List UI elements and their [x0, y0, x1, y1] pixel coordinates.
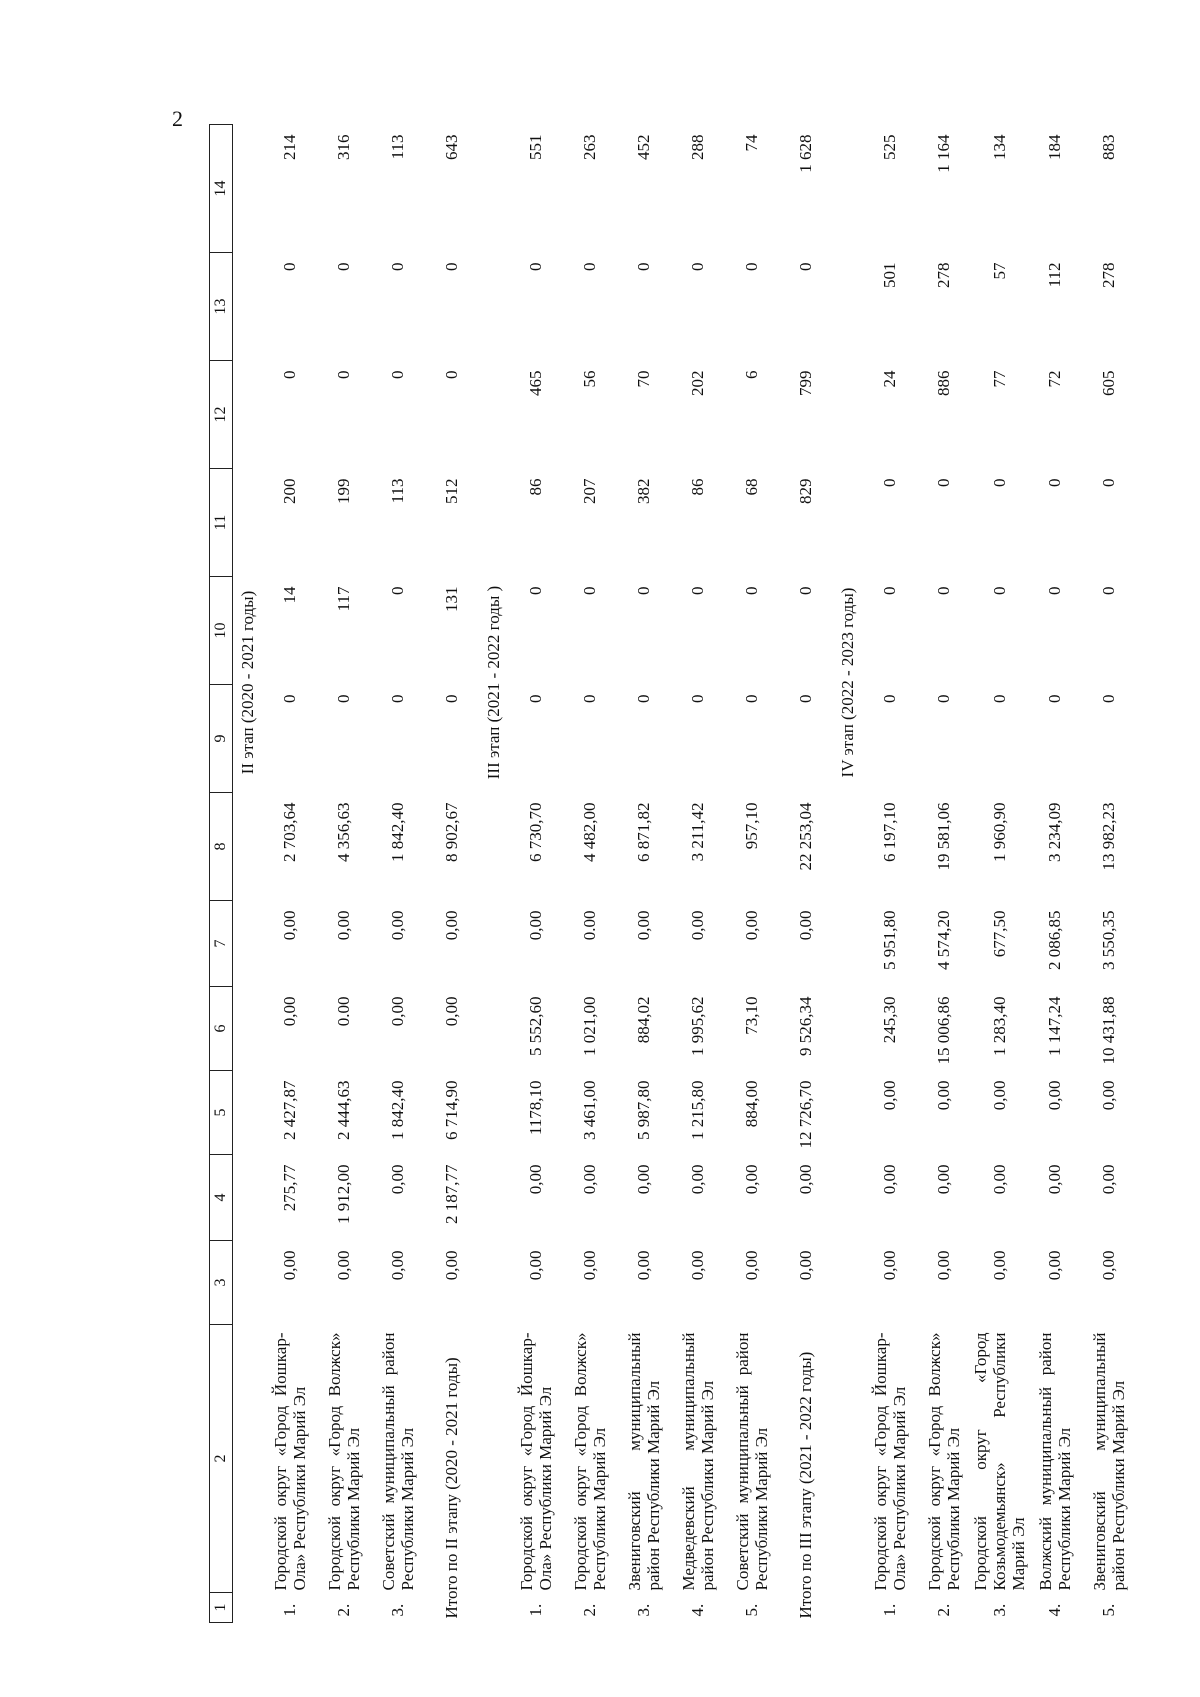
total-value-cell: 22 253,04 [796, 802, 815, 871]
total-value-cell: 0,00 [796, 1164, 815, 1195]
value-cell: 0 [688, 586, 707, 595]
value-cell: 6 730,70 [526, 802, 545, 862]
total-value-cell: 2 187,77 [442, 1164, 461, 1224]
value-cell: 0,00 [742, 1164, 761, 1195]
value-cell: 113 [388, 478, 407, 504]
value-cell: 0,00 [334, 910, 353, 941]
total-value-cell: 1 628 [796, 134, 815, 173]
total-value-cell: 0 [796, 694, 815, 703]
value-cell: 0 [526, 694, 545, 703]
total-row [779, 125, 833, 1623]
value-cell: 957,10 [742, 802, 761, 850]
value-cell: 0,00 [526, 1164, 545, 1195]
value-cell: 0 [634, 262, 653, 271]
total-value-cell: 8 902,67 [442, 802, 461, 862]
table-row [371, 125, 425, 1623]
value-cell: 1 842,40 [388, 802, 407, 862]
value-cell: 19 581,06 [934, 802, 953, 871]
value-cell: 551 [526, 134, 545, 160]
stage-heading-row [233, 125, 264, 1623]
value-cell: 4 574,20 [934, 910, 953, 970]
value-cell: 15 006,86 [934, 996, 953, 1065]
value-cell: 72 [1045, 370, 1064, 388]
value-cell: 0 [989, 694, 1009, 703]
total-value-cell: 6 714,90 [442, 1080, 461, 1140]
value-cell: 1 283,40 [989, 996, 1009, 1056]
value-cell: 0,00 [526, 1250, 545, 1281]
value-cell: 117 [334, 586, 353, 612]
value-cell: 0,00 [989, 1080, 1009, 1111]
value-cell: 0,00 [334, 1250, 353, 1281]
value-cell: 0 [388, 586, 407, 595]
stage-spacer [833, 1241, 863, 1623]
row-number: 3. [989, 1603, 1009, 1617]
table-row [317, 125, 371, 1623]
value-cell: 0,00 [934, 1164, 953, 1195]
total-row [425, 125, 479, 1623]
value-cell: 465 [526, 370, 545, 396]
value-cell: 501 [880, 262, 899, 288]
table-row [863, 125, 917, 1623]
row-number: 2. [580, 1603, 599, 1617]
stage-heading-row [479, 125, 509, 1623]
value-cell: 886 [934, 370, 953, 396]
municipality-name: Городской округ «Город Волжск» Республики Марий Эл [925, 1332, 963, 1591]
page-number: 2 [172, 106, 183, 131]
total-value-cell: 0 [796, 262, 815, 271]
value-cell: 0 [989, 586, 1009, 595]
value-cell: 14 [280, 586, 299, 604]
column-number: 9 [210, 685, 233, 793]
value-cell: 3 234,09 [1045, 802, 1064, 862]
value-cell: 86 [526, 478, 545, 496]
row-number: 4. [1045, 1603, 1064, 1617]
value-cell: 0,00 [688, 1164, 707, 1195]
value-cell: 0,00 [280, 1250, 299, 1281]
column-number: 5 [210, 1071, 233, 1155]
table-row [1082, 125, 1136, 1623]
total-value-cell: 0,00 [796, 1250, 815, 1281]
value-cell: 0,00 [388, 1250, 407, 1281]
value-cell: 199 [334, 478, 353, 504]
value-cell: 0 [634, 586, 653, 595]
value-cell: 6 197,10 [880, 802, 899, 862]
value-cell: 4 482,00 [580, 802, 599, 862]
value-cell: 0,00 [580, 1164, 599, 1195]
value-cell: 4 356,63 [334, 802, 353, 862]
total-value-cell: 0,00 [442, 910, 461, 941]
value-cell: 0,00 [634, 910, 653, 941]
municipality-name: Городской округ «Город Йошкар-Ола» Республики Марий Эл [871, 1332, 909, 1591]
value-cell: 0,00 [580, 1250, 599, 1281]
stage-spacer [479, 1241, 509, 1623]
table-row [1028, 125, 1082, 1623]
value-cell: 0,00 [688, 1250, 707, 1281]
value-cell: 0 [280, 694, 299, 703]
value-cell: 0,00 [688, 910, 707, 941]
value-cell: 202 [688, 370, 707, 396]
value-cell: 884,02 [634, 996, 653, 1044]
column-number: 12 [210, 361, 233, 469]
total-value-cell: 12 726,70 [796, 1080, 815, 1149]
table-row [263, 125, 317, 1623]
value-cell: 68 [742, 478, 761, 496]
value-cell: 0 [388, 694, 407, 703]
municipality-name: Городской округ «Город Козьмодемьянск» Республики Марий Эл [971, 1332, 1028, 1591]
total-value-cell: 799 [796, 370, 815, 396]
value-cell: 0 [1099, 478, 1118, 487]
value-cell: 0,00 [742, 1250, 761, 1281]
value-cell: 0 [388, 370, 407, 379]
value-cell: 3 461,00 [580, 1080, 599, 1140]
value-cell: 0,00 [634, 1164, 653, 1195]
value-cell: 0,00 [934, 1250, 953, 1281]
value-cell: 1 995,62 [688, 996, 707, 1056]
municipality-name: Звениговский муниципальный район Республики Марий Эл [625, 1332, 663, 1591]
total-value-cell: 9 526,34 [796, 996, 815, 1056]
value-cell: 0 [526, 586, 545, 595]
budget-table [209, 124, 1136, 1623]
stage-spacer [233, 1241, 264, 1623]
value-cell: 525 [880, 134, 899, 160]
row-number: 1. [526, 1603, 545, 1617]
value-cell: 883 [1099, 134, 1118, 160]
value-cell: 0 [1099, 694, 1118, 703]
table-row [917, 125, 971, 1623]
value-cell: 0 [742, 262, 761, 271]
value-cell: 57 [989, 262, 1009, 280]
row-number: 2. [934, 1603, 953, 1617]
value-cell: 0,00 [742, 910, 761, 941]
value-cell: 0 [634, 694, 653, 703]
value-cell: 0,00 [989, 1250, 1009, 1281]
column-number: 1 [210, 1593, 233, 1623]
total-value-cell: 0 [442, 370, 461, 379]
value-cell: 0 [934, 694, 953, 703]
value-cell: 112 [1045, 262, 1064, 288]
column-number: 8 [210, 793, 233, 901]
value-cell: 0,00 [388, 910, 407, 941]
total-value-cell: 0,00 [796, 910, 815, 941]
value-cell: 0,00 [880, 1164, 899, 1195]
value-cell: 605 [1099, 370, 1118, 396]
value-cell: 1 164 [934, 134, 953, 173]
municipality-name: Городской округ «Город Волжск» Республики Марий Эл [325, 1332, 363, 1591]
table-row [509, 125, 563, 1623]
value-cell: 0 [334, 370, 353, 379]
value-cell: 77 [989, 370, 1009, 388]
value-cell: 0,00 [989, 1164, 1009, 1195]
value-cell: 0 [742, 586, 761, 595]
row-number: 3. [388, 1603, 407, 1617]
total-value-cell: 829 [796, 478, 815, 504]
total-label: Итого по II этапу (2020 - 2021 годы) [442, 1357, 461, 1619]
value-cell: 0,00 [934, 1080, 953, 1111]
value-cell: 278 [1099, 262, 1118, 288]
value-cell: 5 552,60 [526, 996, 545, 1056]
value-cell: 3 211,42 [688, 802, 707, 862]
value-cell: 0 [880, 478, 899, 487]
column-number-row [210, 125, 233, 1623]
value-cell: 2 444,63 [334, 1080, 353, 1140]
value-cell: 0 [989, 478, 1009, 487]
value-cell: 316 [334, 134, 353, 160]
municipality-name: Советский муниципальный район Республики Марий Эл [733, 1332, 771, 1591]
value-cell: 0 [1045, 694, 1064, 703]
value-cell: 73,10 [742, 996, 761, 1035]
value-cell: 207 [580, 478, 599, 504]
value-cell: 2 086,85 [1045, 910, 1064, 970]
value-cell: 1 021,00 [580, 996, 599, 1056]
total-value-cell: 512 [442, 478, 461, 504]
column-number: 2 [210, 1325, 233, 1593]
value-cell: 0 [880, 694, 899, 703]
value-cell: 2 427,87 [280, 1080, 299, 1140]
value-cell: 0 [580, 586, 599, 595]
municipality-name: Волжский муниципальный район Республики Марий Эл [1036, 1332, 1074, 1591]
value-cell: 0,00 [1045, 1250, 1064, 1281]
table-row [563, 125, 617, 1623]
value-cell: 452 [634, 134, 653, 160]
value-cell: 0 [742, 694, 761, 703]
table-body [210, 125, 1137, 1623]
value-cell: 0 [688, 694, 707, 703]
column-number: 7 [210, 901, 233, 987]
value-cell: 1178,10 [526, 1080, 545, 1136]
value-cell: 70 [634, 370, 653, 388]
value-cell: 0,00 [280, 996, 299, 1027]
value-cell: 0.00 [580, 910, 599, 941]
stage-title: II этап (2020 - 2021 годы) [238, 590, 257, 775]
total-value-cell: 0,00 [442, 996, 461, 1027]
value-cell: 6 [742, 370, 761, 379]
value-cell: 245,30 [880, 996, 899, 1044]
value-cell: 0,00 [526, 910, 545, 941]
value-cell: 884,00 [742, 1080, 761, 1128]
row-number: 1. [280, 1603, 299, 1617]
value-cell: 0 [388, 262, 407, 271]
row-number: 1. [880, 1603, 899, 1617]
total-value-cell: 131 [442, 586, 461, 612]
value-cell: 0 [526, 262, 545, 271]
municipality-name: Городской округ «Город Йошкар-Ола» Республики Марий Эл [517, 1332, 555, 1591]
column-number: 10 [210, 577, 233, 685]
municipality-name: Советский муниципальный район Республики Марий Эл [379, 1332, 417, 1591]
value-cell: 0 [1045, 478, 1064, 487]
value-cell: 1 912,00 [334, 1164, 353, 1224]
column-number: 13 [210, 253, 233, 361]
row-number: 5. [1099, 1603, 1118, 1617]
value-cell: 5 987,80 [634, 1080, 653, 1140]
total-value-cell: 0,00 [442, 1250, 461, 1281]
total-value-cell: 0 [442, 262, 461, 271]
value-cell: 0 [334, 262, 353, 271]
value-cell: 0 [1099, 586, 1118, 595]
value-cell: 382 [634, 478, 653, 504]
column-number: 4 [210, 1155, 233, 1241]
row-number: 5. [742, 1603, 761, 1617]
value-cell: 200 [280, 478, 299, 504]
rotated-table-page [209, 125, 1128, 1623]
value-cell: 0 [934, 586, 953, 595]
value-cell: 278 [934, 262, 953, 288]
value-cell: 0,00 [880, 1250, 899, 1281]
value-cell: 0,00 [880, 1080, 899, 1111]
value-cell: 2 703,64 [280, 802, 299, 862]
value-cell: 0,00 [1099, 1250, 1118, 1281]
value-cell: 0,00 [634, 1250, 653, 1281]
municipality-name: Городской округ «Город Волжск» Республики Марий Эл [571, 1332, 609, 1591]
value-cell: 0,00 [280, 910, 299, 941]
value-cell: 0 [934, 478, 953, 487]
total-value-cell: 643 [442, 134, 461, 160]
municipality-name: Звениговский муниципальный район Республики Марий Эл [1090, 1332, 1128, 1591]
value-cell: 0,00 [1099, 1080, 1118, 1111]
table-row [617, 125, 671, 1623]
value-cell: 275,77 [280, 1164, 299, 1212]
value-cell: 214 [280, 134, 299, 160]
total-value-cell: 0 [442, 694, 461, 703]
value-cell: 0 [280, 370, 299, 379]
value-cell: 74 [742, 134, 761, 152]
row-number: 3. [634, 1603, 653, 1617]
value-cell: 288 [688, 134, 707, 160]
value-cell: 3 550,35 [1099, 910, 1118, 970]
value-cell: 1 960,90 [989, 802, 1009, 862]
value-cell: 1 842,40 [388, 1080, 407, 1140]
column-number: 11 [210, 469, 233, 577]
column-number: 3 [210, 1241, 233, 1325]
value-cell: 56 [580, 370, 599, 388]
column-number: 14 [210, 125, 233, 253]
value-cell: 0,00 [1099, 1164, 1118, 1195]
value-cell: 113 [388, 134, 407, 160]
value-cell: 86 [688, 478, 707, 496]
value-cell: 0 [1045, 586, 1064, 595]
value-cell: 0.00 [334, 996, 353, 1027]
value-cell: 0 [688, 262, 707, 271]
total-value-cell: 0 [796, 586, 815, 595]
value-cell: 6 871,82 [634, 802, 653, 862]
value-cell: 0,00 [1045, 1164, 1064, 1195]
value-cell: 0,00 [1045, 1080, 1064, 1111]
value-cell: 1 215,80 [688, 1080, 707, 1140]
row-number: 4. [688, 1603, 707, 1617]
stage-title: III этап (2021 - 2022 годы ) [484, 585, 503, 780]
value-cell: 0 [880, 586, 899, 595]
column-number: 6 [210, 987, 233, 1071]
table-row [671, 125, 725, 1623]
value-cell: 0 [580, 694, 599, 703]
value-cell: 184 [1045, 134, 1064, 160]
municipality-name: Городской округ «Город Йошкар-Ола» Республики Марий Эл [271, 1332, 309, 1591]
value-cell: 134 [989, 134, 1009, 160]
municipality-name: Медведевский муниципальный район Республики Марий Эл [679, 1332, 717, 1591]
value-cell: 10 431,88 [1099, 996, 1118, 1065]
value-cell: 24 [880, 370, 899, 388]
value-cell: 13 982,23 [1099, 802, 1118, 871]
row-number: 2. [334, 1603, 353, 1617]
value-cell: 263 [580, 134, 599, 160]
total-label: Итого по III этапу (2021 - 2022 годы) [796, 1351, 815, 1619]
value-cell: 0 [280, 262, 299, 271]
table-row [971, 125, 1028, 1623]
value-cell: 1 147,24 [1045, 996, 1064, 1056]
table-row [725, 125, 779, 1623]
value-cell: 0,00 [388, 1164, 407, 1195]
value-cell: 0 [580, 262, 599, 271]
value-cell: 677,50 [989, 910, 1009, 958]
value-cell: 5 951,80 [880, 910, 899, 970]
stage-title: IV этап (2022 - 2023 годы) [838, 587, 857, 778]
value-cell: 0,00 [388, 996, 407, 1027]
value-cell: 0 [334, 694, 353, 703]
stage-heading-row [833, 125, 863, 1623]
